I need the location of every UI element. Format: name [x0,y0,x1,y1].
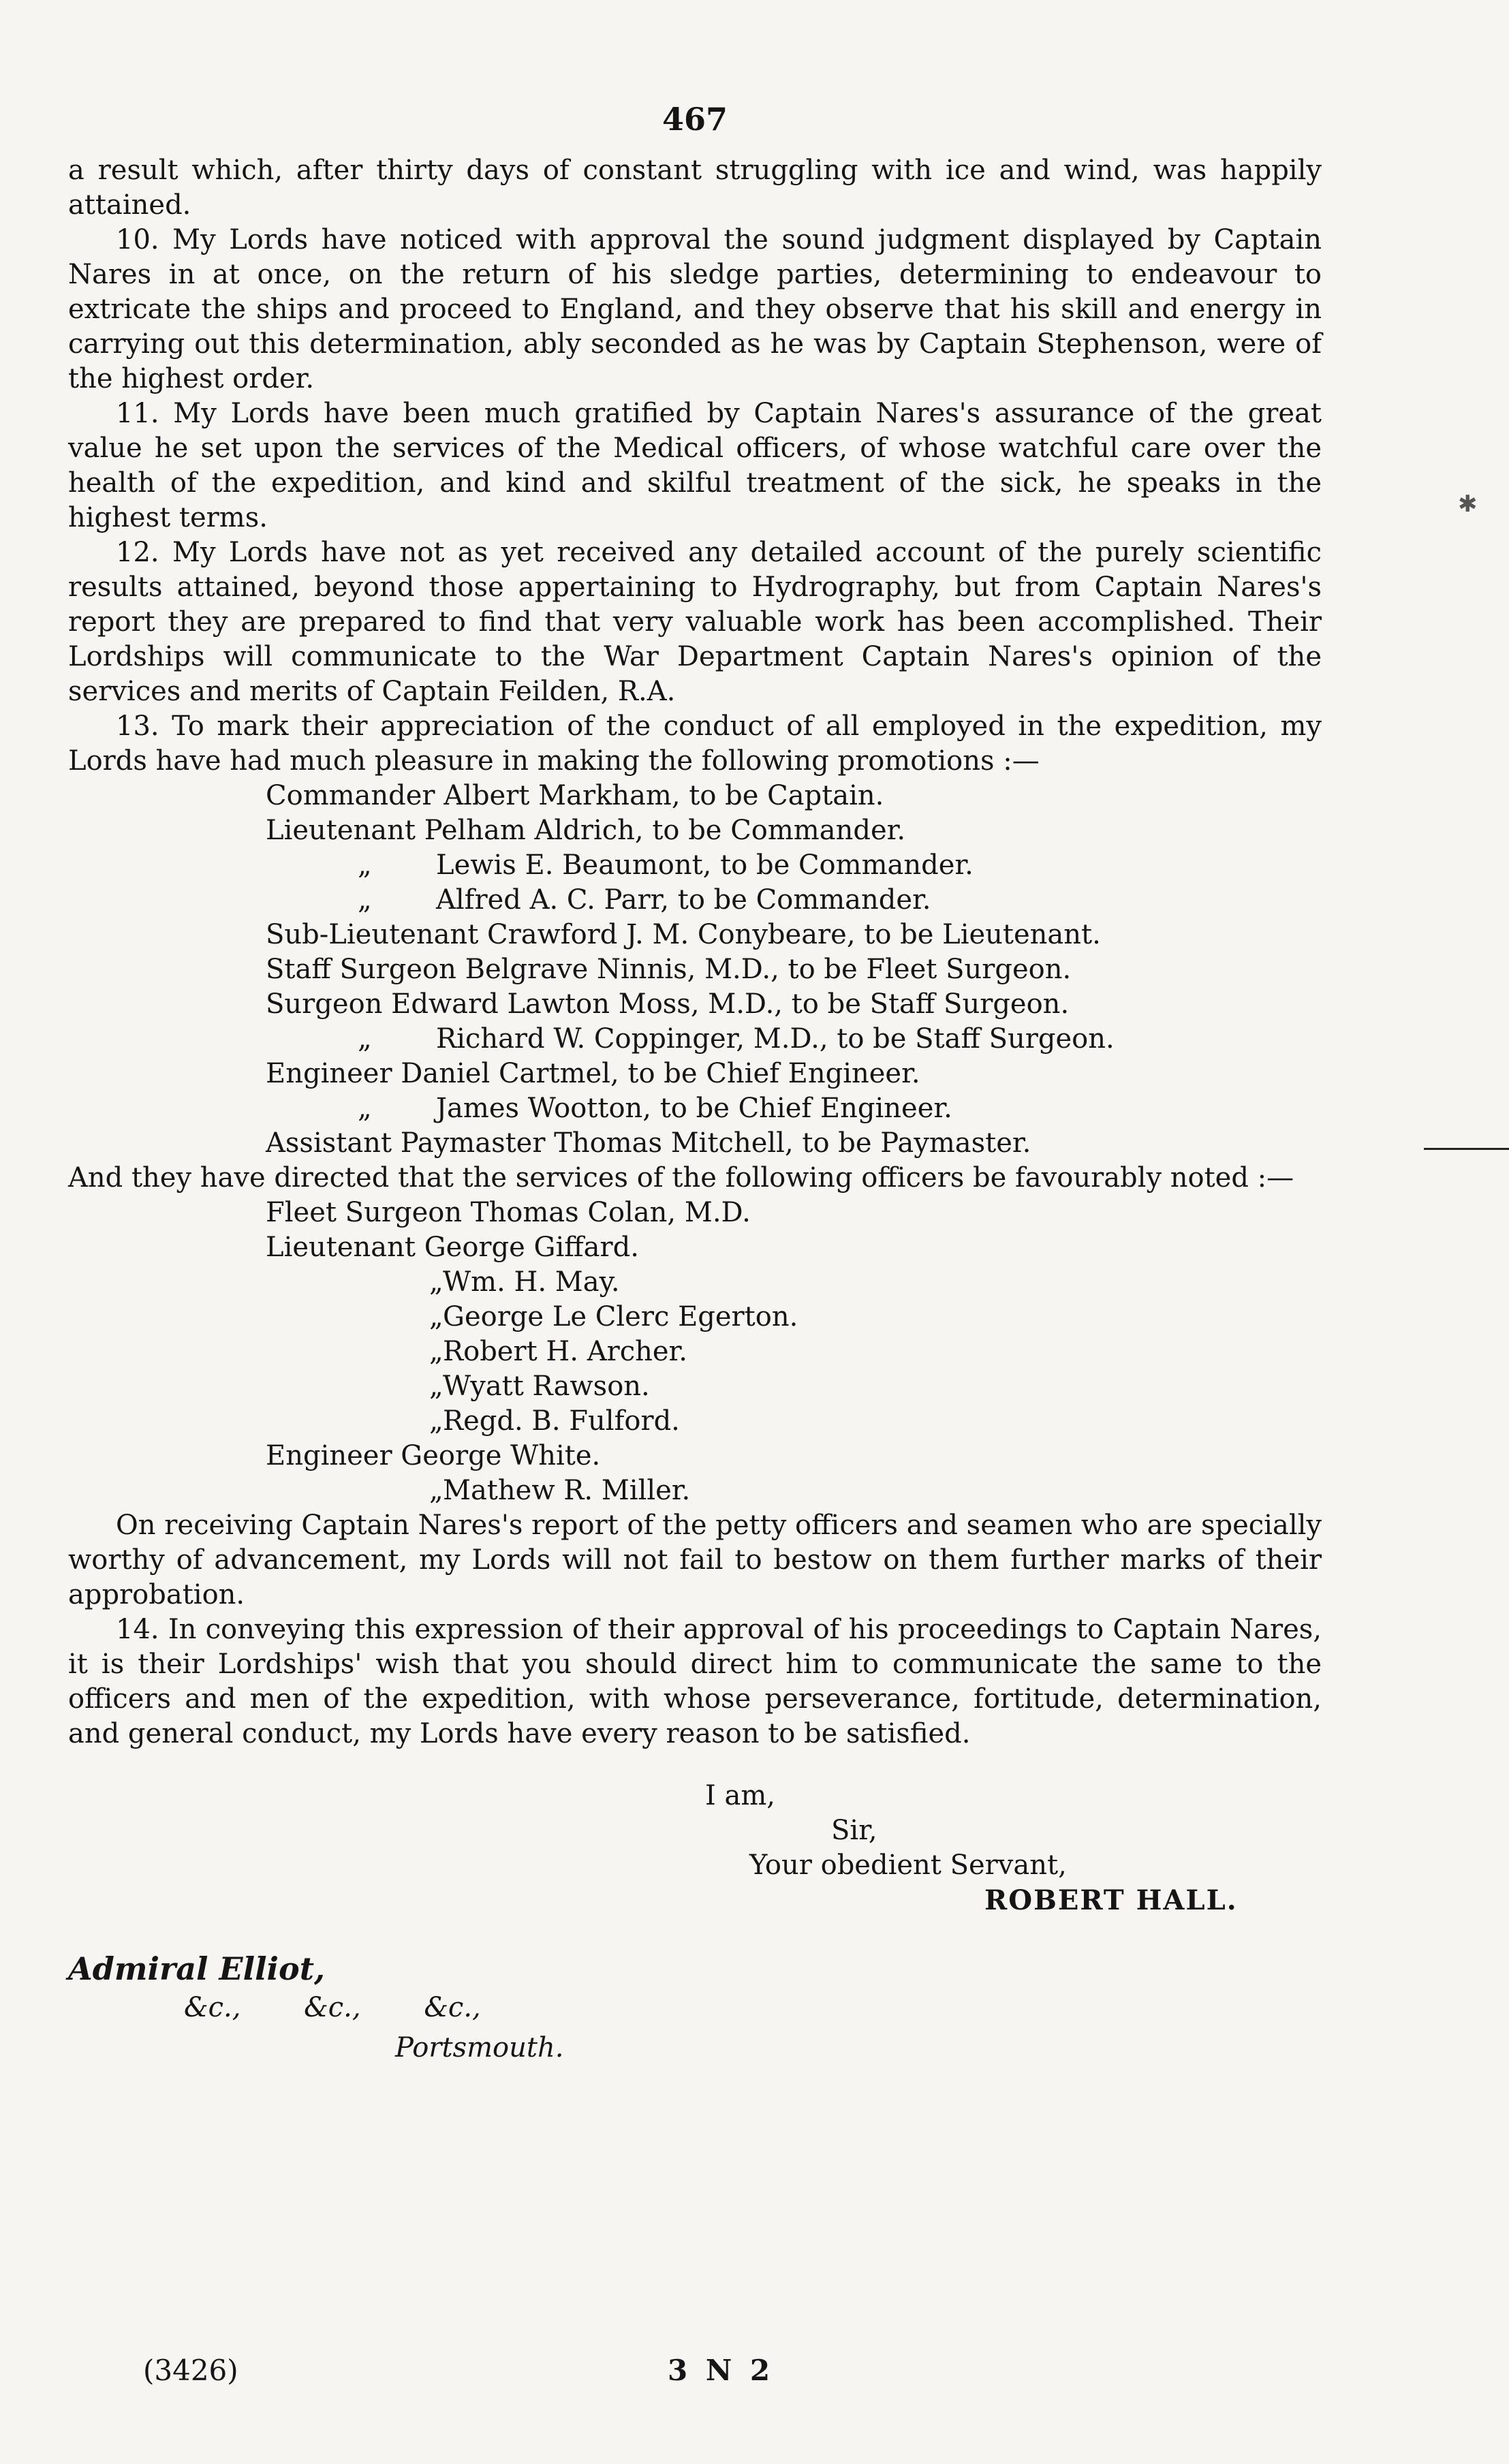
noted-officer-item: „ George Le Clerc Egerton. [266,1300,1322,1335]
ditto-mark: „ [429,1301,444,1332]
paragraph-13: 13. To mark their appreciation of the conduct of all employed in the expedition, my Lords have had much pleasure in making the following promotions :— [68,711,1322,777]
address-place: Portsmouth. [395,2032,564,2063]
noted-officer-item: Lieutenant George Giffard. [266,1232,639,1263]
promotion-item: Staff Surgeon Belgrave Ninnis, M.D., to be Fleet Surgeon. [266,954,1072,985]
promotion-item: Lieutenant Pelham Aldrich, to be Commander. [266,815,906,846]
ditto-mark: „ [429,1266,444,1298]
closing-salutation: Sir, [831,1815,877,1846]
promotion-item: Commander Albert Markham, to be Captain. [266,780,884,811]
addressee: Admiral Elliot, [68,1950,325,1987]
paragraph-petty-officers: On receiving Captain Nares's report of the petty officers and seamen who are specially worthy of advancement, my Lords will not fail to bestow on them further marks of their approbation. [68,1510,1322,1610]
margin-mark-rule [1424,1148,1509,1150]
ditto-mark: „ [429,1371,444,1402]
ditto-mark: „ [358,884,372,916]
paragraph-11: 11. My Lords have been much gratified by Captain Nares's assurance of the great value he set upon the services of the Medical officers, of whose watchful care over the health of the expedition, and kind and skilful treatment of the sick, he speaks in the highest terms. [68,398,1322,533]
print-number: (3426) [143,2354,238,2387]
ditto-mark: „ [358,1023,372,1055]
closing-i-am: I am, [705,1780,776,1811]
noted-officer-item: Engineer George White. [266,1440,601,1471]
paragraph-continuation: a result which, after thirty days of constant struggling with ice and wind, was happily attained. [68,155,1322,221]
ditto-mark: „ [429,1475,444,1506]
noted-officer-item: „ Wyatt Rawson. [266,1369,1322,1404]
document-page [68,102,1322,2065]
closing-servant: Your obedient Servant, [749,1850,1067,1881]
signature-name: ROBERT HALL. [984,1884,1238,1916]
signature-mark: 3 N 2 [668,2354,775,2387]
paragraph-10: 10. My Lords have noticed with approval the sound judgment displayed by Captain Nares in at once, on the return of his sledge parties, determining to endeavour to extricate the ships and proceed to England, and they observe that his skill and energy in carrying out this determination, ably seconded as he was by Captain Stephenson, were of the highest order. [68,224,1322,394]
noted-officer-item: „ Regd. B. Fulford. [266,1404,1322,1439]
address-etc: &c., &c., &c., [184,1992,481,2023]
margin-mark-dot: ✱ [1458,490,1478,518]
promotion-item: „ Alfred A. C. Parr, to be Commander. [266,883,1322,918]
ditto-mark: „ [358,1093,372,1124]
promotion-item: Sub-Lieutenant Crawford J. M. Conybeare, to be Lieutenant. [266,919,1101,950]
page-number: 467 [662,101,728,138]
favourably-noted-intro: And they have directed that the services of the following officers be favourably noted :— [68,1162,1294,1194]
address-block [68,1952,1322,2065]
ditto-mark: „ [429,1405,444,1437]
closing-block [68,1779,1322,1918]
promotion-item: Surgeon Edward Lawton Moss, M.D., to be Staff Surgeon. [266,988,1070,1020]
noted-officer-item: Fleet Surgeon Thomas Colan, M.D. [266,1197,751,1228]
ditto-mark: „ [358,849,372,881]
promotions-list [266,779,1322,1161]
noted-officer-item: „ Mathew R. Miller. [266,1473,1322,1508]
noted-officer-item: „ Wm. H. May. [266,1265,1322,1300]
promotion-item: Assistant Paymaster Thomas Mitchell, to be Paymaster. [266,1127,1031,1159]
paragraph-14: 14. In conveying this expression of their approval of his proceedings to Captain Nares, it is their Lordships' wish that you should direct him to communicate the same to the officers and men of the expedition, with whose perseverance, fortitude, determination, and general conduct, my Lords have every reason to be satisfied. [68,1614,1322,1749]
promotion-item: Engineer Daniel Cartmel, to be Chief Engineer. [266,1058,920,1089]
favourably-noted-list [266,1196,1322,1508]
ditto-mark: „ [429,1336,444,1367]
promotion-item: „ James Wootton, to be Chief Engineer. [266,1091,1322,1126]
promotion-item: „ Lewis E. Beaumont, to be Commander. [266,848,1322,883]
promotion-item: „ Richard W. Coppinger, M.D., to be Staff Surgeon. [266,1022,1322,1057]
noted-officer-item: „ Robert H. Archer. [266,1335,1322,1369]
paragraph-12: 12. My Lords have not as yet received any detailed account of the purely scientific results attained, beyond those appertaining to Hydrography, but from Captain Nares's report they are prepared to find that very valuable work has been accomplished. Their Lordships will communicate to the War Department Captain Nares's opinion of the services and merits of Captain Feilden, R.A. [68,537,1322,707]
